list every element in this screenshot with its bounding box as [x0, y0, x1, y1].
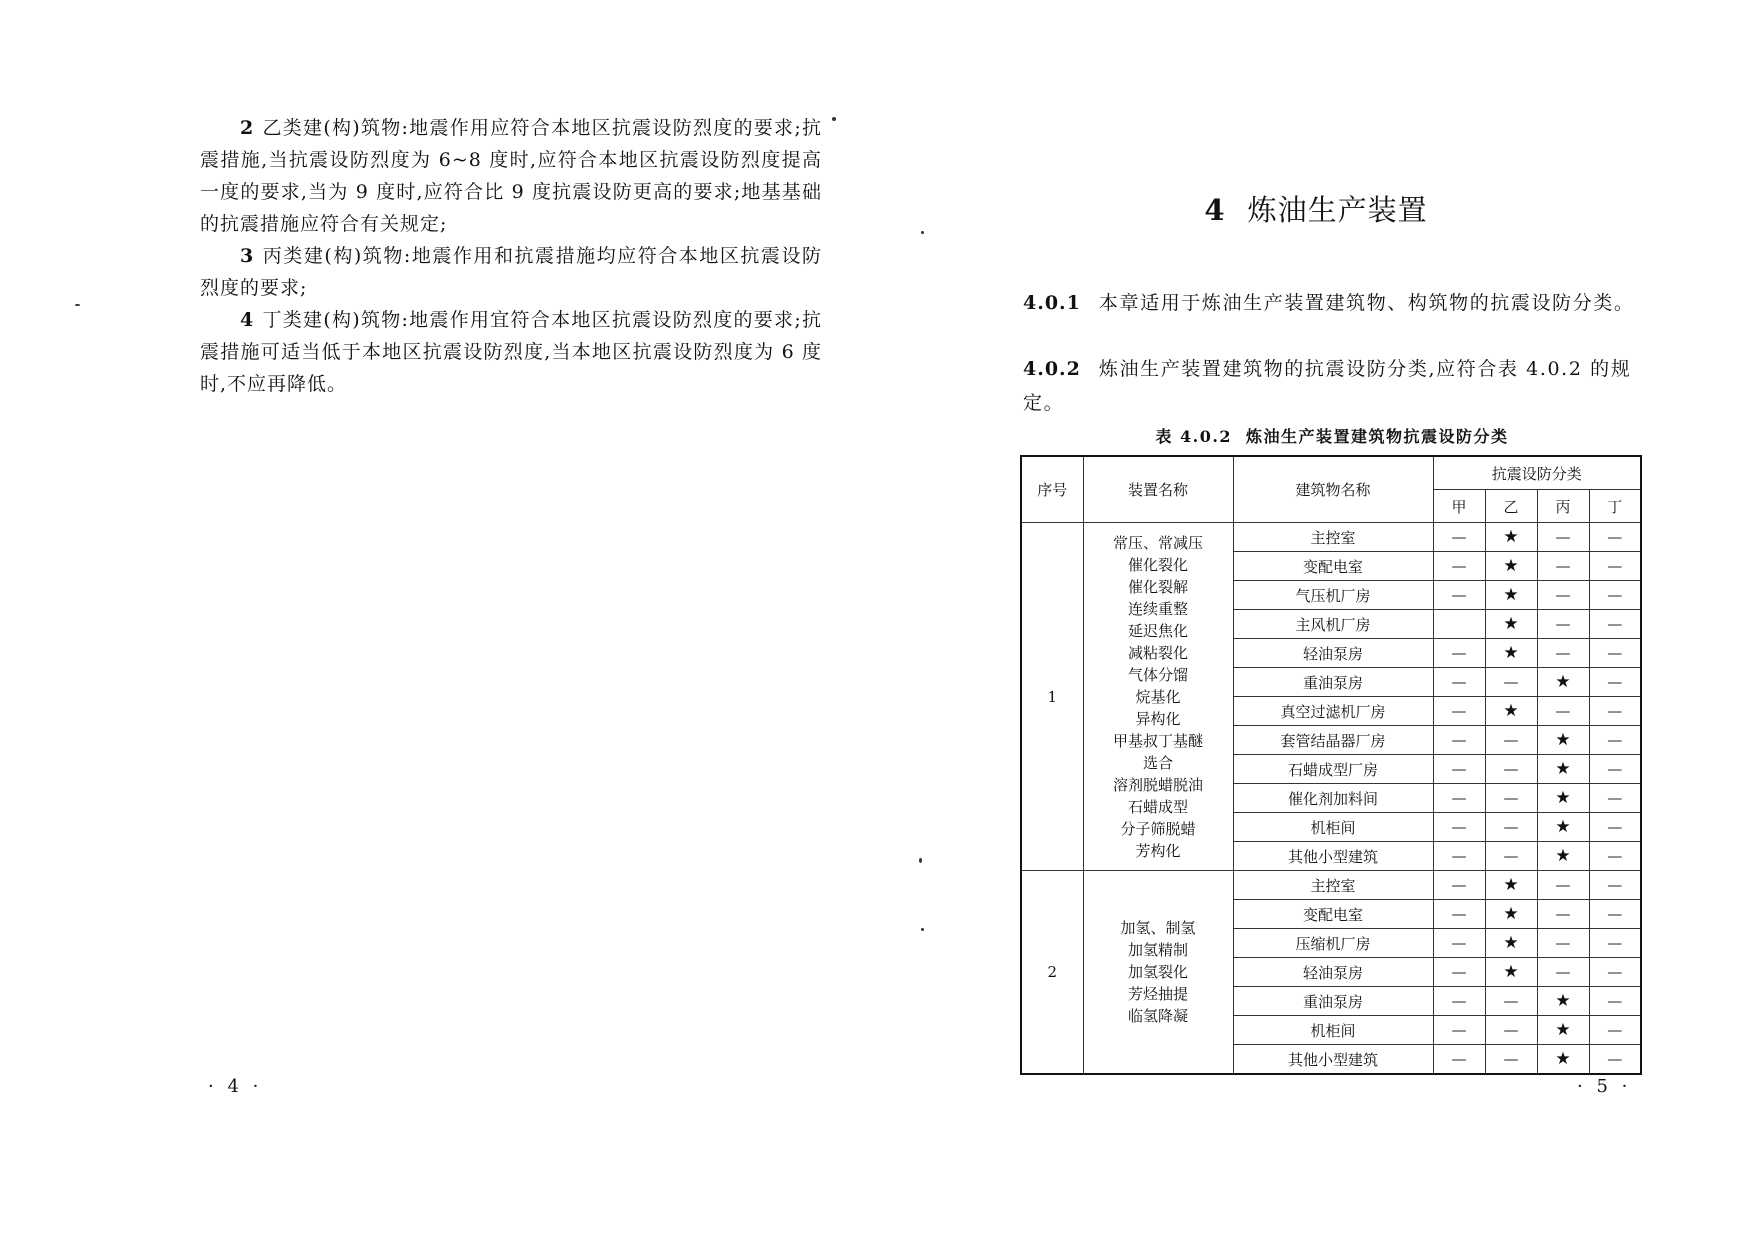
building-name-cell: 轻油泵房 — [1233, 639, 1433, 668]
device-name: 烷基化 — [1135, 687, 1181, 706]
dash-mark-jia: — — [1433, 958, 1485, 987]
building-name-cell: 其他小型建筑 — [1233, 842, 1433, 871]
clause-number: 4.0.1 — [1023, 292, 1081, 314]
device-name: 减粘裂化 — [1127, 643, 1188, 662]
building-name-cell: 重油泵房 — [1233, 987, 1433, 1016]
dash-mark-jia: — — [1433, 726, 1485, 755]
scan-speck — [919, 858, 922, 863]
building-name-cell: 机柜间 — [1233, 1016, 1433, 1045]
table-caption — [1023, 424, 1641, 447]
dash-mark-yi: — — [1485, 1016, 1537, 1045]
dash-mark-jia: — — [1433, 987, 1485, 1016]
page-number-right: · 5 · — [1577, 1076, 1632, 1097]
device-list-cell — [1083, 523, 1233, 871]
dash-mark-jia: — — [1433, 900, 1485, 929]
device-name: 石蜡成型 — [1127, 797, 1188, 816]
header-category-bing: 丙 — [1537, 490, 1589, 523]
device-name: 异构化 — [1135, 709, 1181, 728]
star-mark-yi: ★ — [1485, 523, 1537, 552]
device-name: 气体分馏 — [1127, 665, 1188, 684]
device-name: 芳烃抽提 — [1127, 985, 1188, 1003]
building-name-cell: 重油泵房 — [1233, 668, 1433, 697]
item-text: 丙类建(构)筑物:地震作用和抗震措施均应符合本地区抗震设防烈度的要求; — [200, 245, 822, 299]
clause-4-0-1 — [1023, 286, 1641, 320]
dash-mark-ding: — — [1589, 581, 1641, 610]
star-mark-yi: ★ — [1485, 958, 1537, 987]
device-name: 连续重整 — [1127, 599, 1188, 618]
dash-mark-bing: — — [1537, 610, 1589, 639]
device-name: 临氢降凝 — [1127, 1007, 1188, 1025]
dash-mark-bing: — — [1537, 581, 1589, 610]
dash-mark-ding: — — [1589, 755, 1641, 784]
chapter-title: 炼油生产装置 — [1247, 193, 1428, 227]
dash-mark-jia — [1433, 610, 1485, 639]
dash-mark-ding: — — [1589, 900, 1641, 929]
dash-mark-yi: — — [1485, 842, 1537, 871]
building-name-cell: 压缩机厂房 — [1233, 929, 1433, 958]
table-caption-title: 炼油生产装置建筑物抗震设防分类 — [1246, 427, 1509, 446]
star-mark-bing: ★ — [1537, 726, 1589, 755]
star-mark-bing: ★ — [1537, 987, 1589, 1016]
table-body — [1021, 523, 1641, 1075]
table-row — [1021, 871, 1641, 900]
left-page — [0, 0, 877, 1241]
dash-mark-jia: — — [1433, 639, 1485, 668]
dash-mark-bing: — — [1537, 871, 1589, 900]
clause-4-0-2 — [1023, 352, 1641, 420]
star-mark-bing: ★ — [1537, 784, 1589, 813]
star-mark-yi: ★ — [1485, 697, 1537, 726]
table-row — [1021, 523, 1641, 552]
device-name: 催化裂解 — [1127, 577, 1188, 596]
star-mark-yi: ★ — [1485, 639, 1537, 668]
dash-mark-ding: — — [1589, 610, 1641, 639]
dash-mark-ding: — — [1589, 929, 1641, 958]
building-name-cell: 轻油泵房 — [1233, 958, 1433, 987]
dash-mark-jia: — — [1433, 552, 1485, 581]
dash-mark-jia: — — [1433, 523, 1485, 552]
building-name-cell: 变配电室 — [1233, 900, 1433, 929]
scan-speck — [921, 928, 924, 931]
dash-mark-jia: — — [1433, 1016, 1485, 1045]
star-mark-yi: ★ — [1485, 900, 1537, 929]
dash-mark-ding: — — [1589, 1045, 1641, 1075]
dash-mark-ding: — — [1589, 784, 1641, 813]
table-caption-number: 表 4.0.2 — [1155, 427, 1233, 446]
header-building: 建筑物名称 — [1233, 456, 1433, 523]
dash-mark-ding: — — [1589, 813, 1641, 842]
dash-mark-ding: — — [1589, 668, 1641, 697]
dash-mark-bing: — — [1537, 958, 1589, 987]
seq-cell: 1 — [1021, 523, 1083, 871]
dash-mark-ding: — — [1589, 871, 1641, 900]
star-mark-bing: ★ — [1537, 1045, 1589, 1075]
item-number: 3 — [240, 245, 255, 267]
device-name: 加氢、制氢 — [1120, 919, 1196, 937]
dash-mark-jia: — — [1433, 1045, 1485, 1075]
seq-cell: 2 — [1021, 871, 1083, 1075]
scan-speck — [832, 117, 836, 121]
building-name-cell: 其他小型建筑 — [1233, 1045, 1433, 1075]
header-category-group: 抗震设防分类 — [1433, 456, 1641, 490]
dash-mark-jia: — — [1433, 581, 1485, 610]
dash-mark-jia: — — [1433, 929, 1485, 958]
dash-mark-ding: — — [1589, 697, 1641, 726]
dash-mark-jia: — — [1433, 697, 1485, 726]
dash-mark-ding: — — [1589, 1016, 1641, 1045]
item-number: 4 — [240, 309, 255, 331]
header-category-jia: 甲 — [1433, 490, 1485, 523]
seismic-classification-table — [1020, 455, 1642, 1075]
device-name: 加氢裂化 — [1127, 963, 1188, 981]
page-number-left: · 4 · — [208, 1076, 263, 1097]
device-name: 催化裂化 — [1127, 555, 1188, 574]
building-name-cell: 催化剂加料间 — [1233, 784, 1433, 813]
chapter-heading — [877, 188, 1755, 229]
clause-text: 本章适用于炼油生产装置建筑物、构筑物的抗震设防分类。 — [1098, 292, 1635, 314]
dash-mark-bing: — — [1537, 697, 1589, 726]
dash-mark-yi: — — [1485, 987, 1537, 1016]
header-category-yi: 乙 — [1485, 490, 1537, 523]
dash-mark-ding: — — [1589, 726, 1641, 755]
header-device: 装置名称 — [1083, 456, 1233, 523]
item-text: 乙类建(构)筑物:地震作用应符合本地区抗震设防烈度的要求;抗震措施,当抗震设防烈度为 6~8 度时,应符合本地区抗震设防烈度提高一度的要求,当为 9 度时,应符合比 9 度抗震设防更高的要求;地基基础的抗震措施应符合有关规定; — [200, 117, 822, 235]
dash-mark-jia: — — [1433, 755, 1485, 784]
star-mark-yi: ★ — [1485, 581, 1537, 610]
building-name-cell: 主风机厂房 — [1233, 610, 1433, 639]
device-name: 甲基叔丁基醚 — [1112, 731, 1203, 750]
dash-mark-jia: — — [1433, 813, 1485, 842]
paragraph-item-2 — [200, 112, 822, 240]
dash-mark-bing: — — [1537, 900, 1589, 929]
device-list-cell — [1083, 871, 1233, 1075]
device-name: 分子筛脱蜡 — [1120, 819, 1196, 838]
building-name-cell: 真空过滤机厂房 — [1233, 697, 1433, 726]
building-name-cell: 变配电室 — [1233, 552, 1433, 581]
dash-mark-jia: — — [1433, 784, 1485, 813]
star-mark-yi: ★ — [1485, 871, 1537, 900]
scan-speck — [75, 304, 80, 306]
star-mark-yi: ★ — [1485, 610, 1537, 639]
dash-mark-ding: — — [1589, 987, 1641, 1016]
item-text: 丁类建(构)筑物:地震作用宜符合本地区抗震设防烈度的要求;抗震措施可适当低于本地区抗震设防烈度,当本地区抗震设防烈度为 6 度时,不应再降低。 — [200, 309, 822, 395]
dash-mark-yi: — — [1485, 668, 1537, 697]
device-name: 加氢精制 — [1127, 941, 1188, 959]
device-name: 常压、常减压 — [1112, 533, 1203, 552]
paragraph-item-3 — [200, 240, 822, 304]
dash-mark-yi: — — [1485, 726, 1537, 755]
star-mark-bing: ★ — [1537, 1016, 1589, 1045]
building-name-cell: 机柜间 — [1233, 813, 1433, 842]
dash-mark-ding: — — [1589, 552, 1641, 581]
dash-mark-jia: — — [1433, 871, 1485, 900]
chapter-number: 4 — [1204, 193, 1226, 227]
dash-mark-yi: — — [1485, 755, 1537, 784]
paragraph-item-4 — [200, 304, 822, 400]
dash-mark-ding: — — [1589, 958, 1641, 987]
dash-mark-ding: — — [1589, 523, 1641, 552]
scan-speck — [921, 231, 924, 234]
dash-mark-ding: — — [1589, 639, 1641, 668]
header-seq: 序号 — [1021, 456, 1083, 523]
device-name: 溶剂脱蜡脱油 — [1112, 775, 1203, 794]
device-name: 选合 — [1142, 753, 1173, 772]
dash-mark-bing: — — [1537, 552, 1589, 581]
clause-number: 4.0.2 — [1023, 358, 1081, 380]
building-name-cell: 气压机厂房 — [1233, 581, 1433, 610]
star-mark-yi: ★ — [1485, 929, 1537, 958]
dash-mark-bing: — — [1537, 523, 1589, 552]
dash-mark-jia: — — [1433, 668, 1485, 697]
device-name: 芳构化 — [1135, 841, 1181, 860]
star-mark-bing: ★ — [1537, 842, 1589, 871]
building-name-cell: 主控室 — [1233, 523, 1433, 552]
dash-mark-yi: — — [1485, 813, 1537, 842]
right-page — [877, 0, 1755, 1241]
building-name-cell: 套管结晶器厂房 — [1233, 726, 1433, 755]
dash-mark-bing: — — [1537, 639, 1589, 668]
building-name-cell: 主控室 — [1233, 871, 1433, 900]
dash-mark-jia: — — [1433, 842, 1485, 871]
dash-mark-yi: — — [1485, 1045, 1537, 1075]
header-category-ding: 丁 — [1589, 490, 1641, 523]
star-mark-bing: ★ — [1537, 668, 1589, 697]
building-name-cell: 石蜡成型厂房 — [1233, 755, 1433, 784]
dash-mark-ding: — — [1589, 842, 1641, 871]
star-mark-yi: ★ — [1485, 552, 1537, 581]
item-number: 2 — [240, 117, 255, 139]
device-name: 延迟焦化 — [1127, 621, 1188, 640]
star-mark-bing: ★ — [1537, 813, 1589, 842]
clause-text: 炼油生产装置建筑物的抗震设防分类,应符合表 4.0.2 的规定。 — [1023, 358, 1632, 414]
dash-mark-bing: — — [1537, 929, 1589, 958]
star-mark-bing: ★ — [1537, 755, 1589, 784]
dash-mark-yi: — — [1485, 784, 1537, 813]
